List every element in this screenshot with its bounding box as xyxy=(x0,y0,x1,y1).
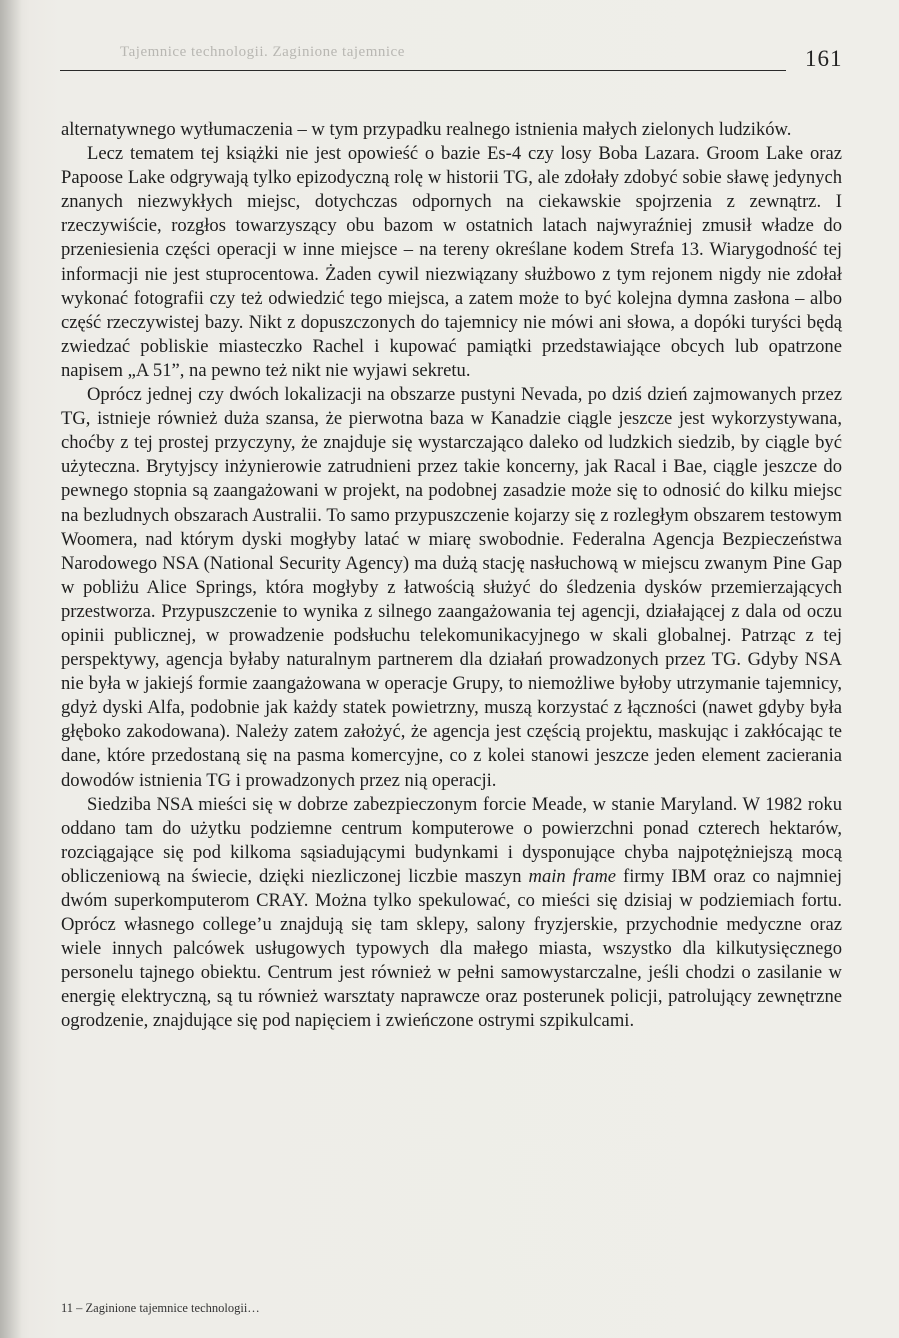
italic-term: main frame xyxy=(528,865,617,887)
running-head: Tajemnice technologii. Zaginione tajemnice xyxy=(120,44,405,60)
header-rule xyxy=(60,70,786,71)
paragraph-3: Oprócz jednej czy dwóch lokalizacji na obszarze pustyni Nevada, po dziś dzień zajmowanych przez TG, istnieje również duża szansa, że pierwotna baza w Kanadzie ciągle jeszcze jest wykorzystywana, choćby z tej prostej przyczyny, że znajduje się wystarczająco daleko od ludzkich siedzib, by ciągle być użyteczna. Brytyjscy inżynierowie zatrudnieni przez takie koncerny, jak Racal i Bae, ciągle jeszcze do pewnego stopnia są zaangażowani w projekt, na podobnej zasadzie może się to odnosić do kilku miejsc na bezludnych obszarach Australii. To samo przypuszczenie kojarzy się z rozległym obszarem testowym Woomera, nad którym dyski mogłyby latać w miarę swobodnie. Federalna Agencja Bezpieczeństwa Narodowego NSA (National Security Agency) ma dużą stację nasłuchową w miejscu zwanym Pine Gap w pobliżu Alice Springs, która mogłyby z łatwością służyć do śledzenia dysków przemierzających przestworza. Przypuszczenie to wynika z silnego zaangażowania tej agencji, działającej z dala od oczu opinii publicznej, w prowadzenie podsłuchu telekomunikacyjnego w skali globalnej. Patrząc z tej perspektywy, agencja byłaby naturalnym partnerem dla działań prowadzonych przez TG. Gdyby NSA nie była w jakiejś formie zaangażowana w operacje Grupy, to niemożliwe byłoby utrzymanie tajemnicy, gdyż dyski Alfa, podobnie jak każdy statek powietrzny, muszą korzystać z łączności (nawet gdyby była głęboko zakodowana). Należy zatem założyć, że agencja jest częścią projektu, maskując i zakłócając te dane, które przedostaną się na pasma komercyjne, co z kolei stanowi jeszcze jeden element zacierania dowodów istnienia TG i prowadzonych przez nią operacji. xyxy=(61,384,842,791)
binding-shadow xyxy=(0,0,22,1338)
body-text xyxy=(61,118,842,1034)
paragraph-2: Lecz tematem tej książki nie jest opowieść o bazie Es-4 czy losy Boba Lazara. Groom Lake oraz Papoose Lake odgrywają tylko epizodyczną rolę w historii TG, ale zdołały zdobyć sobie sławę jedynych znanych niezwykłych miejsc, dotychczas odpornych na ciekawskie spojrzenia z zewnątrz. I rzeczywiście, rozgłos towarzyszący obu bazom w ostatnich latach najwyraźniej zmusił władze do przeniesienia części operacji w inne miejsce – na tereny określane kodem Strefa 13. Wiarygodność tej informacji nie jest stuprocentowa. Żaden cywil niezwiązany służbowo z tym rejonem nigdy nie zdołał wykonać fotografii czy też odwiedzić tego miejsca, a zatem może to być kolejna dymna zasłona – albo część rzeczywistej bazy. Nikt z dopuszczonych do tajemnicy nie mówi ani słowa, a dopóki turyści będą zwiedzać pobliskie miasteczko Rachel i kupować pamiątki przedstawiające obcych lub opatrzone napisem „A 51”, na pewno też nikt nie wyjawi sekretu. xyxy=(61,143,842,381)
footer-signature: 11 – Zaginione tajemnice technologii… xyxy=(61,1301,260,1315)
page-number: 161 xyxy=(805,46,843,71)
paragraph-4 xyxy=(61,793,842,1034)
paragraph-1: alternatywnego wytłumaczenia – w tym przypadku realnego istnienia małych zielonych ludzików. xyxy=(61,119,792,140)
paragraph-4-part-1: Siedziba NSA mieści się w dobrze zabezpieczonym forcie Meade, w stanie Maryland. W 1982 roku oddano tam do użytku podziemne centrum komputerowe o powierzchni ponad czterech hektarów, rozciągające się pod kilkoma sąsiadującymi budynkami i dysponujące chyba najpotężniejszą mocą obliczeniową na świecie, dzięki niezliczonej liczbie maszyn xyxy=(61,793,842,887)
paragraph-4-part-2: firmy IBM oraz co najmniej dwóm superkomputerom CRAY. Można tylko spekulować, co mieści się dzisiaj w podziemiach fortu. Oprócz własnego college’u znajdują się tam sklepy, salony fryzjerskie, przychodnie medyczne oraz wiele innych palcówek usługowych typowych dla małego miasta, wszystko dla kilkutysięcznego personelu tajnego obiektu. Centrum jest również w pełni samowystarczalne, jeśli chodzi o zasilanie w energię elektryczną, są tu również warsztaty naprawcze oraz posterunek policji, patrolujący zewnętrzne ogrodzenie, znajdujące się pod napięciem i zwieńczone ostrymi szpikulcami. xyxy=(61,865,842,1032)
